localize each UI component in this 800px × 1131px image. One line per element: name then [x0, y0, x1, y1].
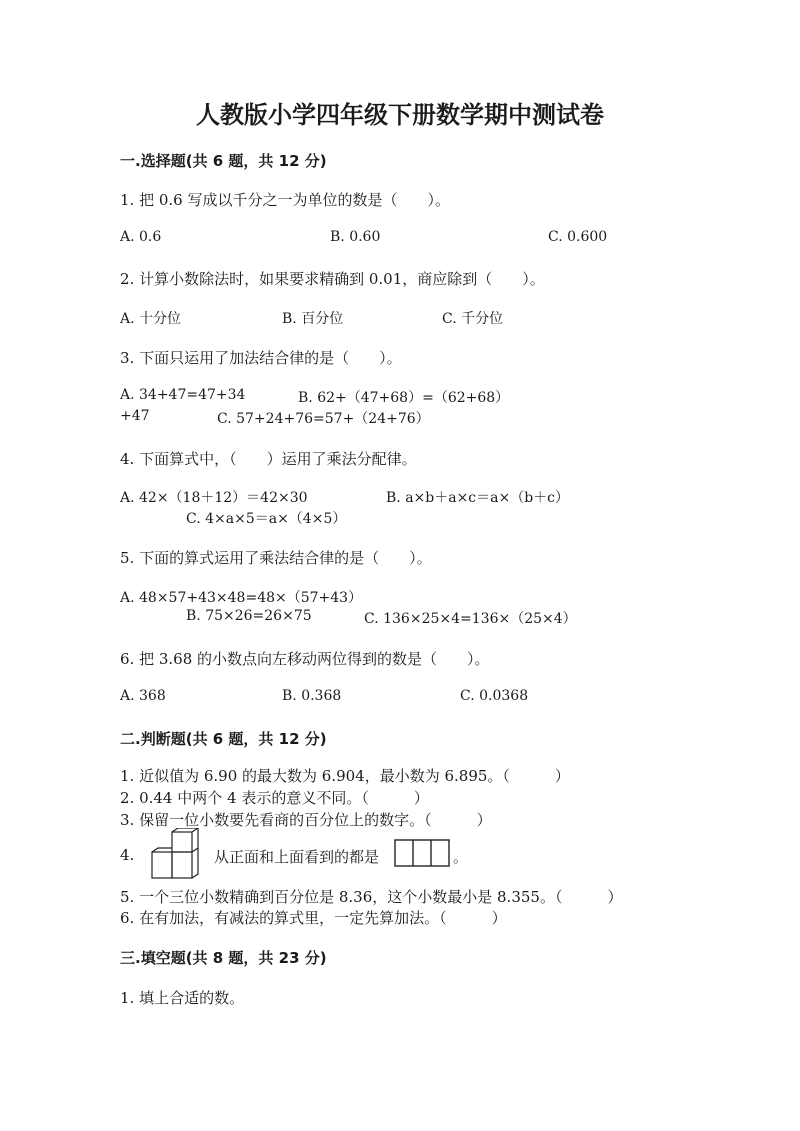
question-3-option-b-continued: +47	[120, 408, 150, 424]
question-4-option-a: A. 42×（18＋12）＝42×30	[120, 490, 308, 506]
judgement-5: 5. 一个三位小数精确到百分位是 8.36，这个小数最小是 8.355。（ ）	[120, 888, 623, 906]
judgement-4-end: 。	[453, 848, 469, 866]
judgement-4-number: 4.	[120, 846, 135, 864]
judgement-6: 6. 在有加法，有减法的算式里，一定先算加法。（ ）	[120, 909, 507, 927]
question-1-option-b: B. 0.60	[330, 229, 381, 245]
question-1-stem: 1. 把 0.6 写成以千分之一为单位的数是（ ）。	[120, 191, 450, 209]
question-4-stem: 4. 下面算式中，（ ）运用了乘法分配律。	[120, 450, 417, 468]
question-6-stem: 6. 把 3.68 的小数点向左移动两位得到的数是（ ）。	[120, 650, 490, 668]
question-1-option-c: C. 0.600	[548, 229, 608, 245]
question-2-option-a: A. 十分位	[120, 311, 182, 327]
question-5-stem: 5. 下面的算式运用了乘法结合律的是（ ）。	[120, 549, 432, 567]
question-3-option-a: A. 34+47=47+34	[120, 387, 246, 403]
cube-stack-figure	[146, 828, 208, 882]
judgement-3: 3. 保留一位小数要先看商的百分位上的数字。（ ）	[120, 811, 492, 829]
question-2-stem: 2. 计算小数除法时，如果要求精确到 0.01，商应除到（ ）。	[120, 270, 545, 288]
question-6-option-c: C. 0.0368	[460, 688, 529, 704]
question-2-option-b: B. 百分位	[282, 311, 344, 327]
question-3-option-b: B. 62+（47+68）=（62+68）	[298, 390, 510, 406]
question-3-option-c: C. 57+24+76=57+（24+76）	[217, 411, 430, 427]
question-1-option-a: A. 0.6	[120, 229, 162, 245]
question-5-option-c: C. 136×25×4=136×（25×4）	[364, 611, 577, 627]
view-squares-figure	[394, 839, 452, 869]
question-2-option-c: C. 千分位	[442, 311, 504, 327]
question-4-option-c: C. 4×a×5＝a×（4×5）	[186, 511, 347, 527]
question-6-option-b: B. 0.368	[282, 688, 342, 704]
page-title: 人教版小学四年级下册数学期中测试卷	[196, 100, 604, 129]
fill-blank-1: 1. 填上合适的数。	[120, 989, 245, 1007]
question-4-option-b: B. a×b＋a×c＝a×（b＋c）	[386, 490, 570, 506]
section-heading-choice: 一.选择题(共 6 题，共 12 分)	[120, 152, 327, 170]
question-5-option-b: B. 75×26=26×75	[186, 608, 312, 624]
judgement-1: 1. 近似值为 6.90 的最大数为 6.904，最小数为 6.895。（ ）	[120, 767, 570, 785]
question-5-option-a: A. 48×57+43×48=48×（57+43）	[120, 590, 363, 606]
judgement-4-text: 从正面和上面看到的都是	[214, 848, 380, 866]
judgement-2: 2. 0.44 中两个 4 表示的意义不同。（ ）	[120, 789, 429, 807]
section-heading-fill-blank: 三.填空题(共 8 题，共 23 分)	[120, 949, 327, 967]
section-heading-judgement: 二.判断题(共 6 题，共 12 分)	[120, 730, 327, 748]
question-6-option-a: A. 368	[120, 688, 166, 704]
question-3-stem: 3. 下面只运用了加法结合律的是（ ）。	[120, 349, 402, 367]
